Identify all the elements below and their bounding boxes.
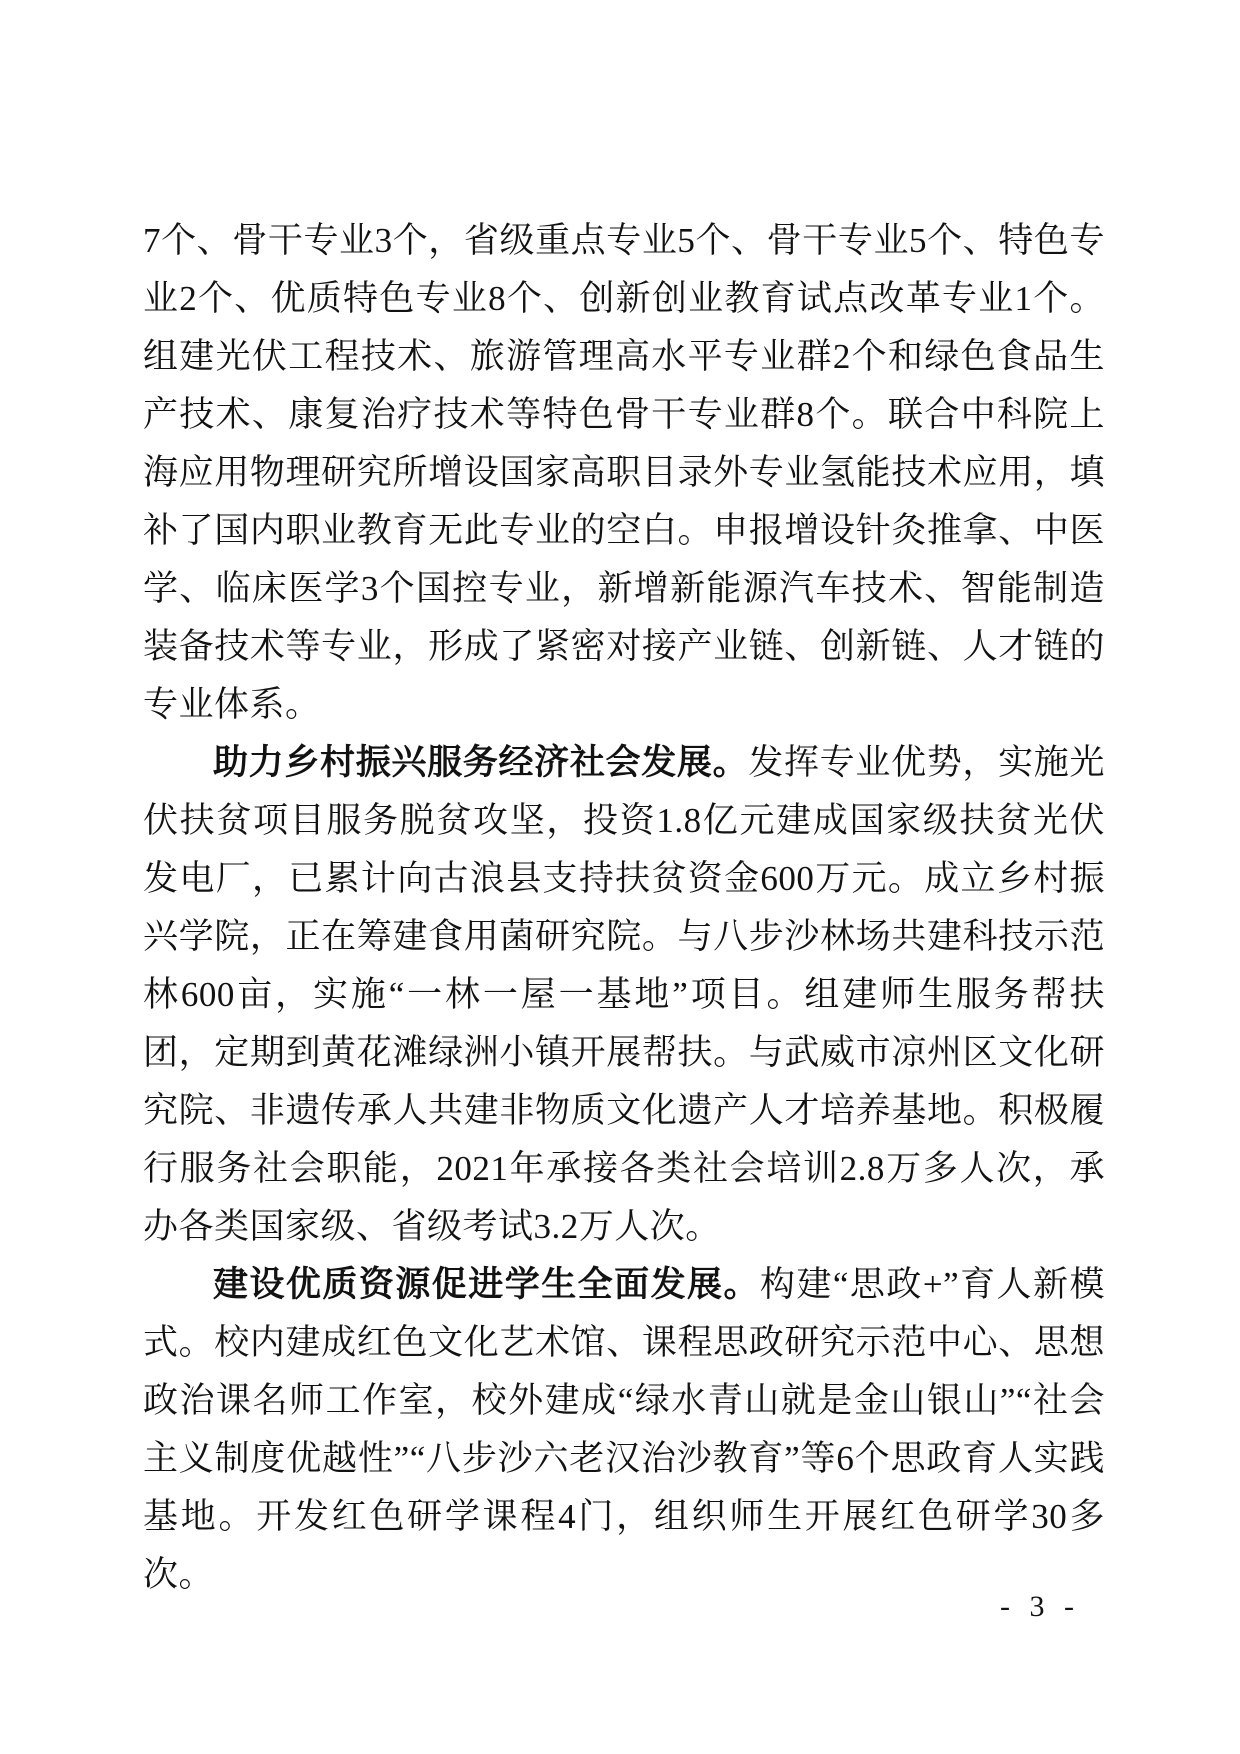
paragraph-lead-bold-run: 助力乡村振兴服务经济社会发展。 (213, 743, 749, 782)
paragraph-3 (143, 1256, 1105, 1604)
paragraph-1 (143, 212, 1105, 734)
paragraph-text-run: 发挥专业优势，实施光伏扶贫项目服务脱贫攻坚，投资1.8亿元建成国家级扶贫光伏发电厂，已累计向古浪县支持扶贫资金600万元。成立乡村振兴学院，正在筹建食用菌研究院。与八步沙林场共建科技示范林600亩，实施“一林一屋一基地”项目。组建师生服务帮扶团，定期到黄花滩绿洲小镇开展帮扶。与武威市凉州区文化研究院、非遗传承人共建非物质文化遗产人才培养基地。积极履行服务社会职能，2021年承接各类社会培训2.8万多人次，承办各类国家级、省级考试3.2万人次。 (143, 743, 1105, 1246)
paragraph-text-run: 7个、骨干专业3个，省级重点专业5个、骨干专业5个、特色专业2个、优质特色专业8个、创新创业教育试点改革专业1个。组建光伏工程技术、旅游管理高水平专业群2个和绿色食品生产技术、康复治疗技术等特色骨干专业群8个。联合中科院上海应用物理研究所增设国家高职目录外专业氢能技术应用，填补了国内职业教育无此专业的空白。申报增设针灸推拿、中医学、临床医学3个国控专业，新增新能源汽车技术、智能制造装备技术等专业，形成了紧密对接产业链、创新链、人才链的专业体系。 (143, 221, 1105, 724)
paragraph-text-run: 构建“思政+”育人新模式。校内建成红色文化艺术馆、课程思政研究示范中心、思想政治课名师工作室，校外建成“绿水青山就是金山银山”“社会主义制度优越性”“八步沙六老汉治沙教育”等6个思政育人实践基地。开发红色研学课程4门，组织师生开展红色研学30多次。 (143, 1265, 1105, 1594)
paragraph-lead-bold-run: 建设优质资源促进学生全面发展。 (213, 1265, 760, 1304)
document-body (143, 212, 1105, 1604)
paragraph-2 (143, 734, 1105, 1256)
page-number: - 3 - (1000, 1590, 1080, 1623)
